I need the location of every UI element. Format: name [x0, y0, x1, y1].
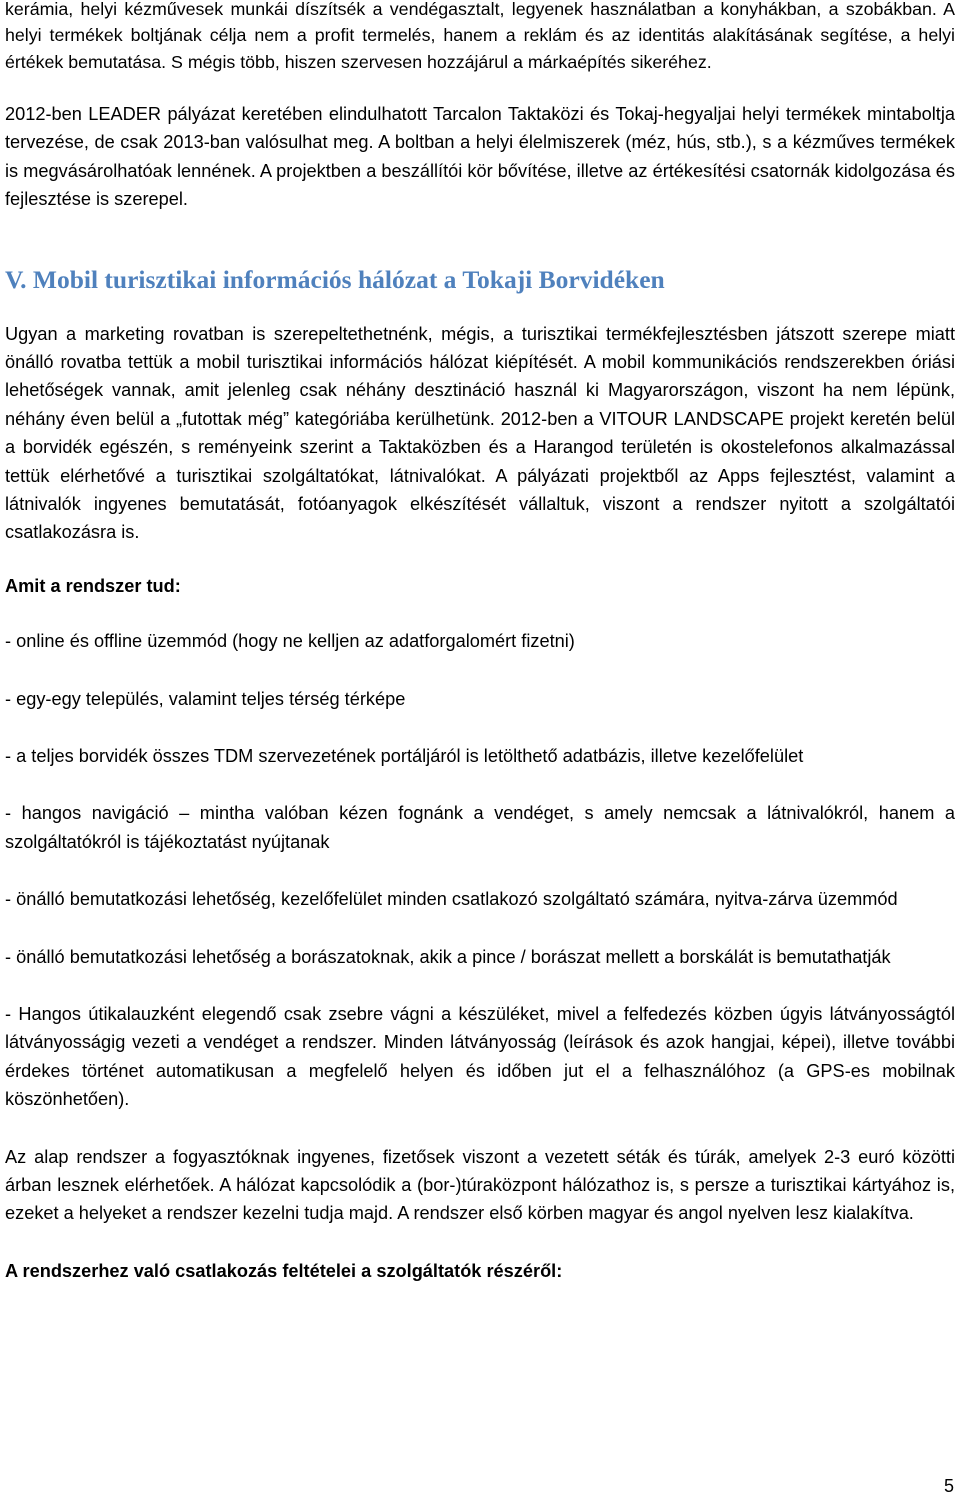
feature-item: - egy-egy település, valamint teljes térség térképe — [5, 688, 406, 709]
paragraph-leader-project: 2012-ben LEADER pályázat keretében elindulhatott Tarcalon Taktaközi és Tokaj-hegyaljai helyi termékek mintaboltja tervezése, de csak 2013-ban valósulhat meg. A boltban a helyi élelmiszerek (méz, hús, stb.), s a kézműves termékek is megvásárolhatóak lennének. A projektben a beszállítói kör bővítése, illetve az értékesítési csatornák kidolgozása és fejlesztése is szerepel. — [5, 103, 955, 210]
conditions-title: A rendszerhez való csatlakozás feltételei a szolgáltatók részéről: — [5, 1260, 563, 1281]
feature-item: - Hangos útikalauzként elegendő csak zsebre vágni a készüléket, mivel a felfedezés közben úgyis látványosságtól látványosságig vezeti a vendéget a rendszer. Minden látványosság (leírások és azok hangjai, képei), illetve további érdekes történet automatikusan a megfelelő helyen és időben jut el a felhasználóhoz (a GPS-es mobilnak köszönhetően). — [5, 1004, 955, 1110]
feature-item: - önálló bemutatkozási lehetőség, kezelőfelület minden csatlakozó szolgáltató számára, nyitva-zárva üzemmód — [5, 889, 898, 910]
paragraph-mobile-network-intro: Ugyan a marketing rovatban is szerepeltethetnénk, mégis, a turisztikai termékfejlesztésben játszott szerepe miatt önálló rovatba tettük a mobil turisztikai információs hálózat kiépítését. A mobil kommunikációs rendszerekben óriási lehetőségek vannak, amit jelenleg csak néhány desztináció használ ki Magyarországon, viszont ha nem lépünk, néhány éven belül a „futottak még” kategóriába kerülhetünk. 2012-ben a VITOUR LANDSCAPE projekt keretén belül a borvidék egészén, s reményeink szerint a Taktaközben és a Harangod területén is okostelefonos alkalmazással tettük elérhetővé a turisztikai szolgáltatókat, látnivalókat. A pályázati projektből az Apps fejlesztést, valamint a látnivalók ingyenes bemutatását, fotóanyagok elkészítését vállaltuk, viszont a rendszer nyitott a szolgáltatói csatlakozásra is. — [5, 323, 955, 543]
paragraph-local-products-shop: kerámia, helyi kézművesek munkái díszítsék a vendégasztalt, legyenek használatban a konyhákban, a szobákban. A helyi termékek boltjának célja nem a profit termelés, hanem a reklám és az identitás alakításának segítése, a helyi értékek bemutatása. S mégis több, hiszen szervesen hozzájárul a márkaépítés sikeréhez. — [5, 0, 955, 72]
features-title: Amit a rendszer tud: — [5, 575, 181, 596]
feature-item: - online és offline üzemmód (hogy ne kelljen az adatforgalomért fizetni) — [5, 631, 575, 652]
feature-item: - önálló bemutatkozási lehetőség a borászatoknak, akik a pince / borászat mellett a borskálát is bemutathatják — [5, 946, 891, 967]
paragraph-pricing: Az alap rendszer a fogyasztóknak ingyenes, fizetősek viszont a vezetett séták és túrák, amelyek 2-3 euró közötti árban lesznek elérhetőek. A hálózat kapcsolódik a (bor-)túraközpont hálózathoz is, s persze a turisztikai kártyához is, ezeket a helyeket a rendszer kezelni tudja majd. A rendszer első körben magyar és angol nyelven lesz kialakítva. — [5, 1146, 955, 1224]
page-number: 5 — [943, 1476, 954, 1496]
section-heading: V. Mobil turisztikai információs hálózat a Tokaji Borvidéken — [5, 264, 665, 294]
feature-item: - hangos navigáció – mintha valóban kézen fognánk a vendéget, s amely nemcsak a látnivalókról, hanem a szolgáltatókról is tájékoztatást nyújtanak — [5, 803, 955, 852]
feature-item: - a teljes borvidék összes TDM szervezetének portáljáról is letölthető adatbázis, illetve kezelőfelület — [5, 745, 804, 766]
